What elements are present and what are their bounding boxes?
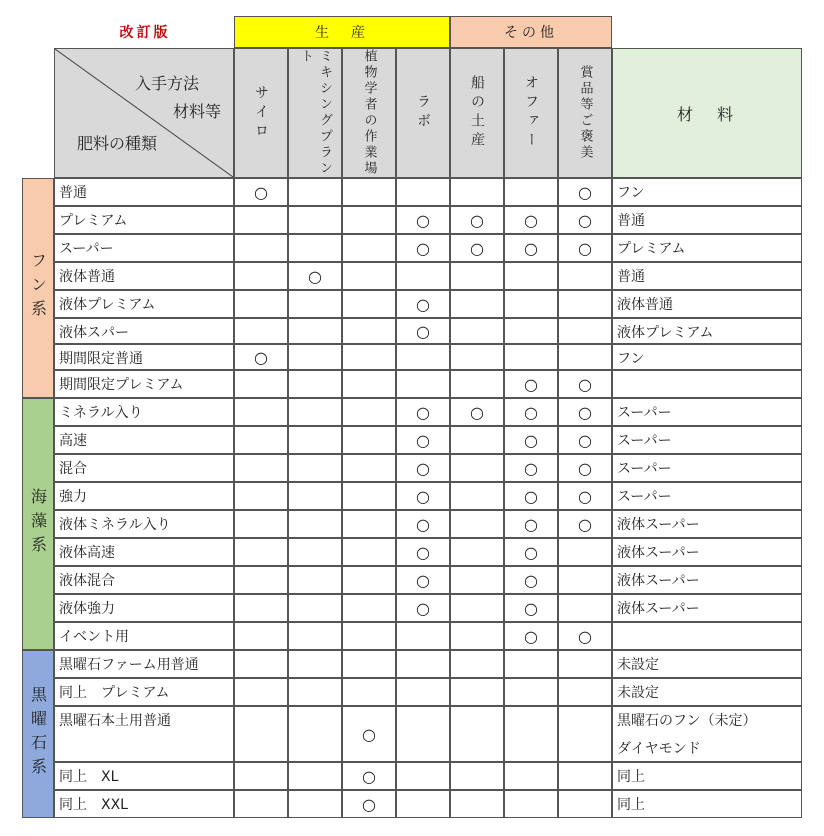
mark-cell-ship <box>450 790 504 818</box>
mark-cell-prize: ○ <box>558 482 612 510</box>
column-header-mixing: ミキシングプラント <box>288 48 342 178</box>
mark-cell-prize: ○ <box>558 234 612 262</box>
mark-cell-ship <box>450 706 504 762</box>
row-material-6: フン <box>612 344 802 370</box>
mark-cell-silo <box>234 454 288 482</box>
column-header-ship: 船の土産 <box>450 48 504 178</box>
mark-cell-offer <box>504 762 558 790</box>
column-header-botanist: 植物学者の作業場 <box>342 48 396 178</box>
mark-cell-mixing <box>288 762 342 790</box>
row-name-18: 同上 プレミアム <box>54 678 234 706</box>
mark-cell-botanist <box>342 510 396 538</box>
mark-cell-botanist <box>342 370 396 398</box>
mark-cell-offer <box>504 650 558 678</box>
mark-cell-offer <box>504 344 558 370</box>
column-header-silo: サイロ <box>234 48 288 178</box>
mark-cell-botanist <box>342 262 396 290</box>
row-name-13: 液体高速 <box>54 538 234 566</box>
mark-cell-botanist <box>342 678 396 706</box>
row-name-14: 液体混合 <box>54 566 234 594</box>
mark-cell-lab: ○ <box>396 454 450 482</box>
mark-cell-botanist <box>342 538 396 566</box>
mark-cell-lab <box>396 344 450 370</box>
mark-cell-silo <box>234 234 288 262</box>
mark-cell-offer <box>504 678 558 706</box>
mark-cell-mixing <box>288 398 342 426</box>
mark-cell-botanist <box>342 234 396 262</box>
row-material-2: プレミアム <box>612 234 802 262</box>
mark-cell-silo <box>234 510 288 538</box>
mark-cell-botanist <box>342 344 396 370</box>
mark-cell-mixing <box>288 622 342 650</box>
mark-cell-offer: ○ <box>504 398 558 426</box>
column-header-prize: 賞品等ご褒美 <box>558 48 612 178</box>
mark-cell-offer: ○ <box>504 510 558 538</box>
mark-cell-lab: ○ <box>396 234 450 262</box>
row-material-17: 未設定 <box>612 650 802 678</box>
group-header-other: その他 <box>450 16 612 48</box>
mark-cell-botanist <box>342 482 396 510</box>
mark-cell-silo <box>234 650 288 678</box>
row-material-7 <box>612 370 802 398</box>
mark-cell-silo <box>234 482 288 510</box>
mark-cell-mixing <box>288 344 342 370</box>
mark-cell-silo: ○ <box>234 178 288 206</box>
mark-cell-ship <box>450 454 504 482</box>
mark-cell-botanist <box>342 594 396 622</box>
corner-kind-label: 肥料の種類 <box>77 134 158 153</box>
mark-cell-mixing <box>288 510 342 538</box>
mark-cell-botanist <box>342 566 396 594</box>
mark-cell-mixing <box>288 234 342 262</box>
mark-cell-botanist <box>342 650 396 678</box>
mark-cell-lab <box>396 178 450 206</box>
mark-cell-offer <box>504 706 558 762</box>
mark-cell-lab <box>396 370 450 398</box>
mark-cell-lab <box>396 762 450 790</box>
mark-cell-ship: ○ <box>450 206 504 234</box>
row-name-11: 強力 <box>54 482 234 510</box>
mark-cell-ship <box>450 426 504 454</box>
mark-cell-offer: ○ <box>504 426 558 454</box>
row-name-19: 黒曜石本土用普通 <box>54 706 234 762</box>
row-name-0: 普通 <box>54 178 234 206</box>
mark-cell-prize: ○ <box>558 206 612 234</box>
mark-cell-prize: ○ <box>558 426 612 454</box>
mark-cell-prize <box>558 594 612 622</box>
mark-cell-offer <box>504 262 558 290</box>
mark-cell-ship <box>450 178 504 206</box>
mark-cell-ship <box>450 370 504 398</box>
mark-cell-mixing: ○ <box>288 262 342 290</box>
mark-cell-prize: ○ <box>558 398 612 426</box>
mark-cell-ship <box>450 678 504 706</box>
category-2: 黒曜石系 <box>22 650 54 818</box>
mark-cell-silo <box>234 398 288 426</box>
mark-cell-botanist: ○ <box>342 790 396 818</box>
row-material-18: 未設定 <box>612 678 802 706</box>
mark-cell-botanist <box>342 206 396 234</box>
mark-cell-silo <box>234 622 288 650</box>
mark-cell-mixing <box>288 290 342 318</box>
mark-cell-lab: ○ <box>396 426 450 454</box>
row-name-3: 液体普通 <box>54 262 234 290</box>
mark-cell-prize: ○ <box>558 510 612 538</box>
row-name-5: 液体スパー <box>54 318 234 344</box>
mark-cell-ship <box>450 622 504 650</box>
row-name-15: 液体強力 <box>54 594 234 622</box>
row-material-12: 液体スーパー <box>612 510 802 538</box>
mark-cell-lab <box>396 706 450 762</box>
mark-cell-silo <box>234 566 288 594</box>
mark-cell-ship <box>450 510 504 538</box>
mark-cell-lab <box>396 790 450 818</box>
material-line-1: 黒曜石のフン（未定） <box>617 713 757 729</box>
mark-cell-mixing <box>288 426 342 454</box>
material-line-2: ダイヤモンド <box>617 741 701 757</box>
row-name-16: イベント用 <box>54 622 234 650</box>
row-name-10: 混合 <box>54 454 234 482</box>
mark-cell-botanist <box>342 290 396 318</box>
mark-cell-botanist <box>342 318 396 344</box>
mark-cell-silo <box>234 426 288 454</box>
row-material-21: 同上 <box>612 790 802 818</box>
mark-cell-offer: ○ <box>504 370 558 398</box>
mark-cell-mixing <box>288 566 342 594</box>
mark-cell-offer: ○ <box>504 622 558 650</box>
mark-cell-ship <box>450 538 504 566</box>
corner-method-label: 入手方法 <box>135 74 200 93</box>
category-1: 海藻系 <box>22 398 54 650</box>
corner-header <box>54 48 234 178</box>
row-name-2: スーパー <box>54 234 234 262</box>
mark-cell-offer: ○ <box>504 566 558 594</box>
mark-cell-ship <box>450 318 504 344</box>
mark-cell-silo <box>234 318 288 344</box>
row-material-19 <box>612 706 802 762</box>
row-material-0: フン <box>612 178 802 206</box>
mark-cell-offer <box>504 290 558 318</box>
mark-cell-ship <box>450 762 504 790</box>
mark-cell-ship <box>450 344 504 370</box>
mark-cell-botanist: ○ <box>342 762 396 790</box>
mark-cell-silo <box>234 262 288 290</box>
mark-cell-lab <box>396 262 450 290</box>
mark-cell-silo <box>234 594 288 622</box>
category-0: フン系 <box>22 178 54 398</box>
mark-cell-ship: ○ <box>450 398 504 426</box>
mark-cell-offer <box>504 790 558 818</box>
mark-cell-botanist <box>342 426 396 454</box>
mark-cell-silo <box>234 370 288 398</box>
mark-cell-lab: ○ <box>396 538 450 566</box>
mark-cell-ship <box>450 290 504 318</box>
mark-cell-lab: ○ <box>396 510 450 538</box>
mark-cell-mixing <box>288 318 342 344</box>
mark-cell-botanist <box>342 622 396 650</box>
mark-cell-offer: ○ <box>504 454 558 482</box>
mark-cell-prize <box>558 344 612 370</box>
mark-cell-offer: ○ <box>504 482 558 510</box>
mark-cell-ship <box>450 566 504 594</box>
mark-cell-prize <box>558 566 612 594</box>
mark-cell-lab <box>396 678 450 706</box>
mark-cell-mixing <box>288 482 342 510</box>
row-name-9: 高速 <box>54 426 234 454</box>
mark-cell-silo <box>234 762 288 790</box>
mark-cell-prize <box>558 650 612 678</box>
mark-cell-prize: ○ <box>558 622 612 650</box>
row-material-15: 液体スーパー <box>612 594 802 622</box>
mark-cell-mixing <box>288 206 342 234</box>
mark-cell-prize <box>558 790 612 818</box>
mark-cell-mixing <box>288 594 342 622</box>
mark-cell-botanist <box>342 178 396 206</box>
row-name-1: プレミアム <box>54 206 234 234</box>
mark-cell-prize <box>558 262 612 290</box>
mark-cell-silo: ○ <box>234 344 288 370</box>
mark-cell-offer: ○ <box>504 234 558 262</box>
mark-cell-mixing <box>288 678 342 706</box>
row-name-7: 期間限定プレミアム <box>54 370 234 398</box>
mark-cell-ship <box>450 594 504 622</box>
row-material-1: 普通 <box>612 206 802 234</box>
mark-cell-lab: ○ <box>396 290 450 318</box>
mark-cell-ship <box>450 262 504 290</box>
mark-cell-offer <box>504 318 558 344</box>
row-material-14: 液体スーパー <box>612 566 802 594</box>
column-header-lab: ラボ <box>396 48 450 178</box>
column-header-material: 材 料 <box>612 48 802 178</box>
row-material-8: スーパー <box>612 398 802 426</box>
mark-cell-offer: ○ <box>504 206 558 234</box>
mark-cell-ship <box>450 482 504 510</box>
row-name-21: 同上 XXL <box>54 790 234 818</box>
mark-cell-mixing <box>288 650 342 678</box>
mark-cell-prize <box>558 290 612 318</box>
row-name-4: 液体プレミアム <box>54 290 234 318</box>
mark-cell-lab: ○ <box>396 482 450 510</box>
sheet-title: 改訂版 <box>119 25 171 41</box>
row-name-20: 同上 XL <box>54 762 234 790</box>
mark-cell-lab: ○ <box>396 206 450 234</box>
mark-cell-ship: ○ <box>450 234 504 262</box>
mark-cell-botanist: ○ <box>342 706 396 762</box>
mark-cell-mixing <box>288 706 342 762</box>
row-material-16 <box>612 622 802 650</box>
mark-cell-lab: ○ <box>396 398 450 426</box>
row-material-20: 同上 <box>612 762 802 790</box>
row-material-10: スーパー <box>612 454 802 482</box>
mark-cell-silo <box>234 538 288 566</box>
row-material-5: 液体プレミアム <box>612 318 802 344</box>
mark-cell-botanist <box>342 454 396 482</box>
mark-cell-silo <box>234 790 288 818</box>
mark-cell-prize <box>558 706 612 762</box>
mark-cell-offer <box>504 178 558 206</box>
mark-cell-prize: ○ <box>558 178 612 206</box>
mark-cell-offer: ○ <box>504 538 558 566</box>
row-name-17: 黒曜石ファーム用普通 <box>54 650 234 678</box>
row-name-12: 液体ミネラル入り <box>54 510 234 538</box>
mark-cell-mixing <box>288 178 342 206</box>
mark-cell-botanist <box>342 398 396 426</box>
row-material-3: 普通 <box>612 262 802 290</box>
mark-cell-mixing <box>288 790 342 818</box>
mark-cell-prize <box>558 318 612 344</box>
group-header-production: 生 産 <box>234 16 450 48</box>
mark-cell-lab: ○ <box>396 594 450 622</box>
mark-cell-ship <box>450 650 504 678</box>
row-material-4: 液体普通 <box>612 290 802 318</box>
mark-cell-prize <box>558 538 612 566</box>
mark-cell-silo <box>234 706 288 762</box>
mark-cell-lab <box>396 622 450 650</box>
row-material-13: 液体スーパー <box>612 538 802 566</box>
mark-cell-prize: ○ <box>558 370 612 398</box>
mark-cell-lab <box>396 650 450 678</box>
mark-cell-lab: ○ <box>396 318 450 344</box>
mark-cell-prize <box>558 678 612 706</box>
mark-cell-silo <box>234 290 288 318</box>
row-name-8: ミネラル入り <box>54 398 234 426</box>
row-material-11: スーパー <box>612 482 802 510</box>
row-material-9: スーパー <box>612 426 802 454</box>
row-name-6: 期間限定普通 <box>54 344 234 370</box>
mark-cell-lab: ○ <box>396 566 450 594</box>
mark-cell-silo <box>234 678 288 706</box>
corner-material-label: 材料等 <box>173 102 222 121</box>
column-header-offer: オファー <box>504 48 558 178</box>
mark-cell-mixing <box>288 454 342 482</box>
mark-cell-mixing <box>288 370 342 398</box>
mark-cell-prize: ○ <box>558 454 612 482</box>
mark-cell-offer: ○ <box>504 594 558 622</box>
mark-cell-prize <box>558 762 612 790</box>
mark-cell-mixing <box>288 538 342 566</box>
mark-cell-silo <box>234 206 288 234</box>
